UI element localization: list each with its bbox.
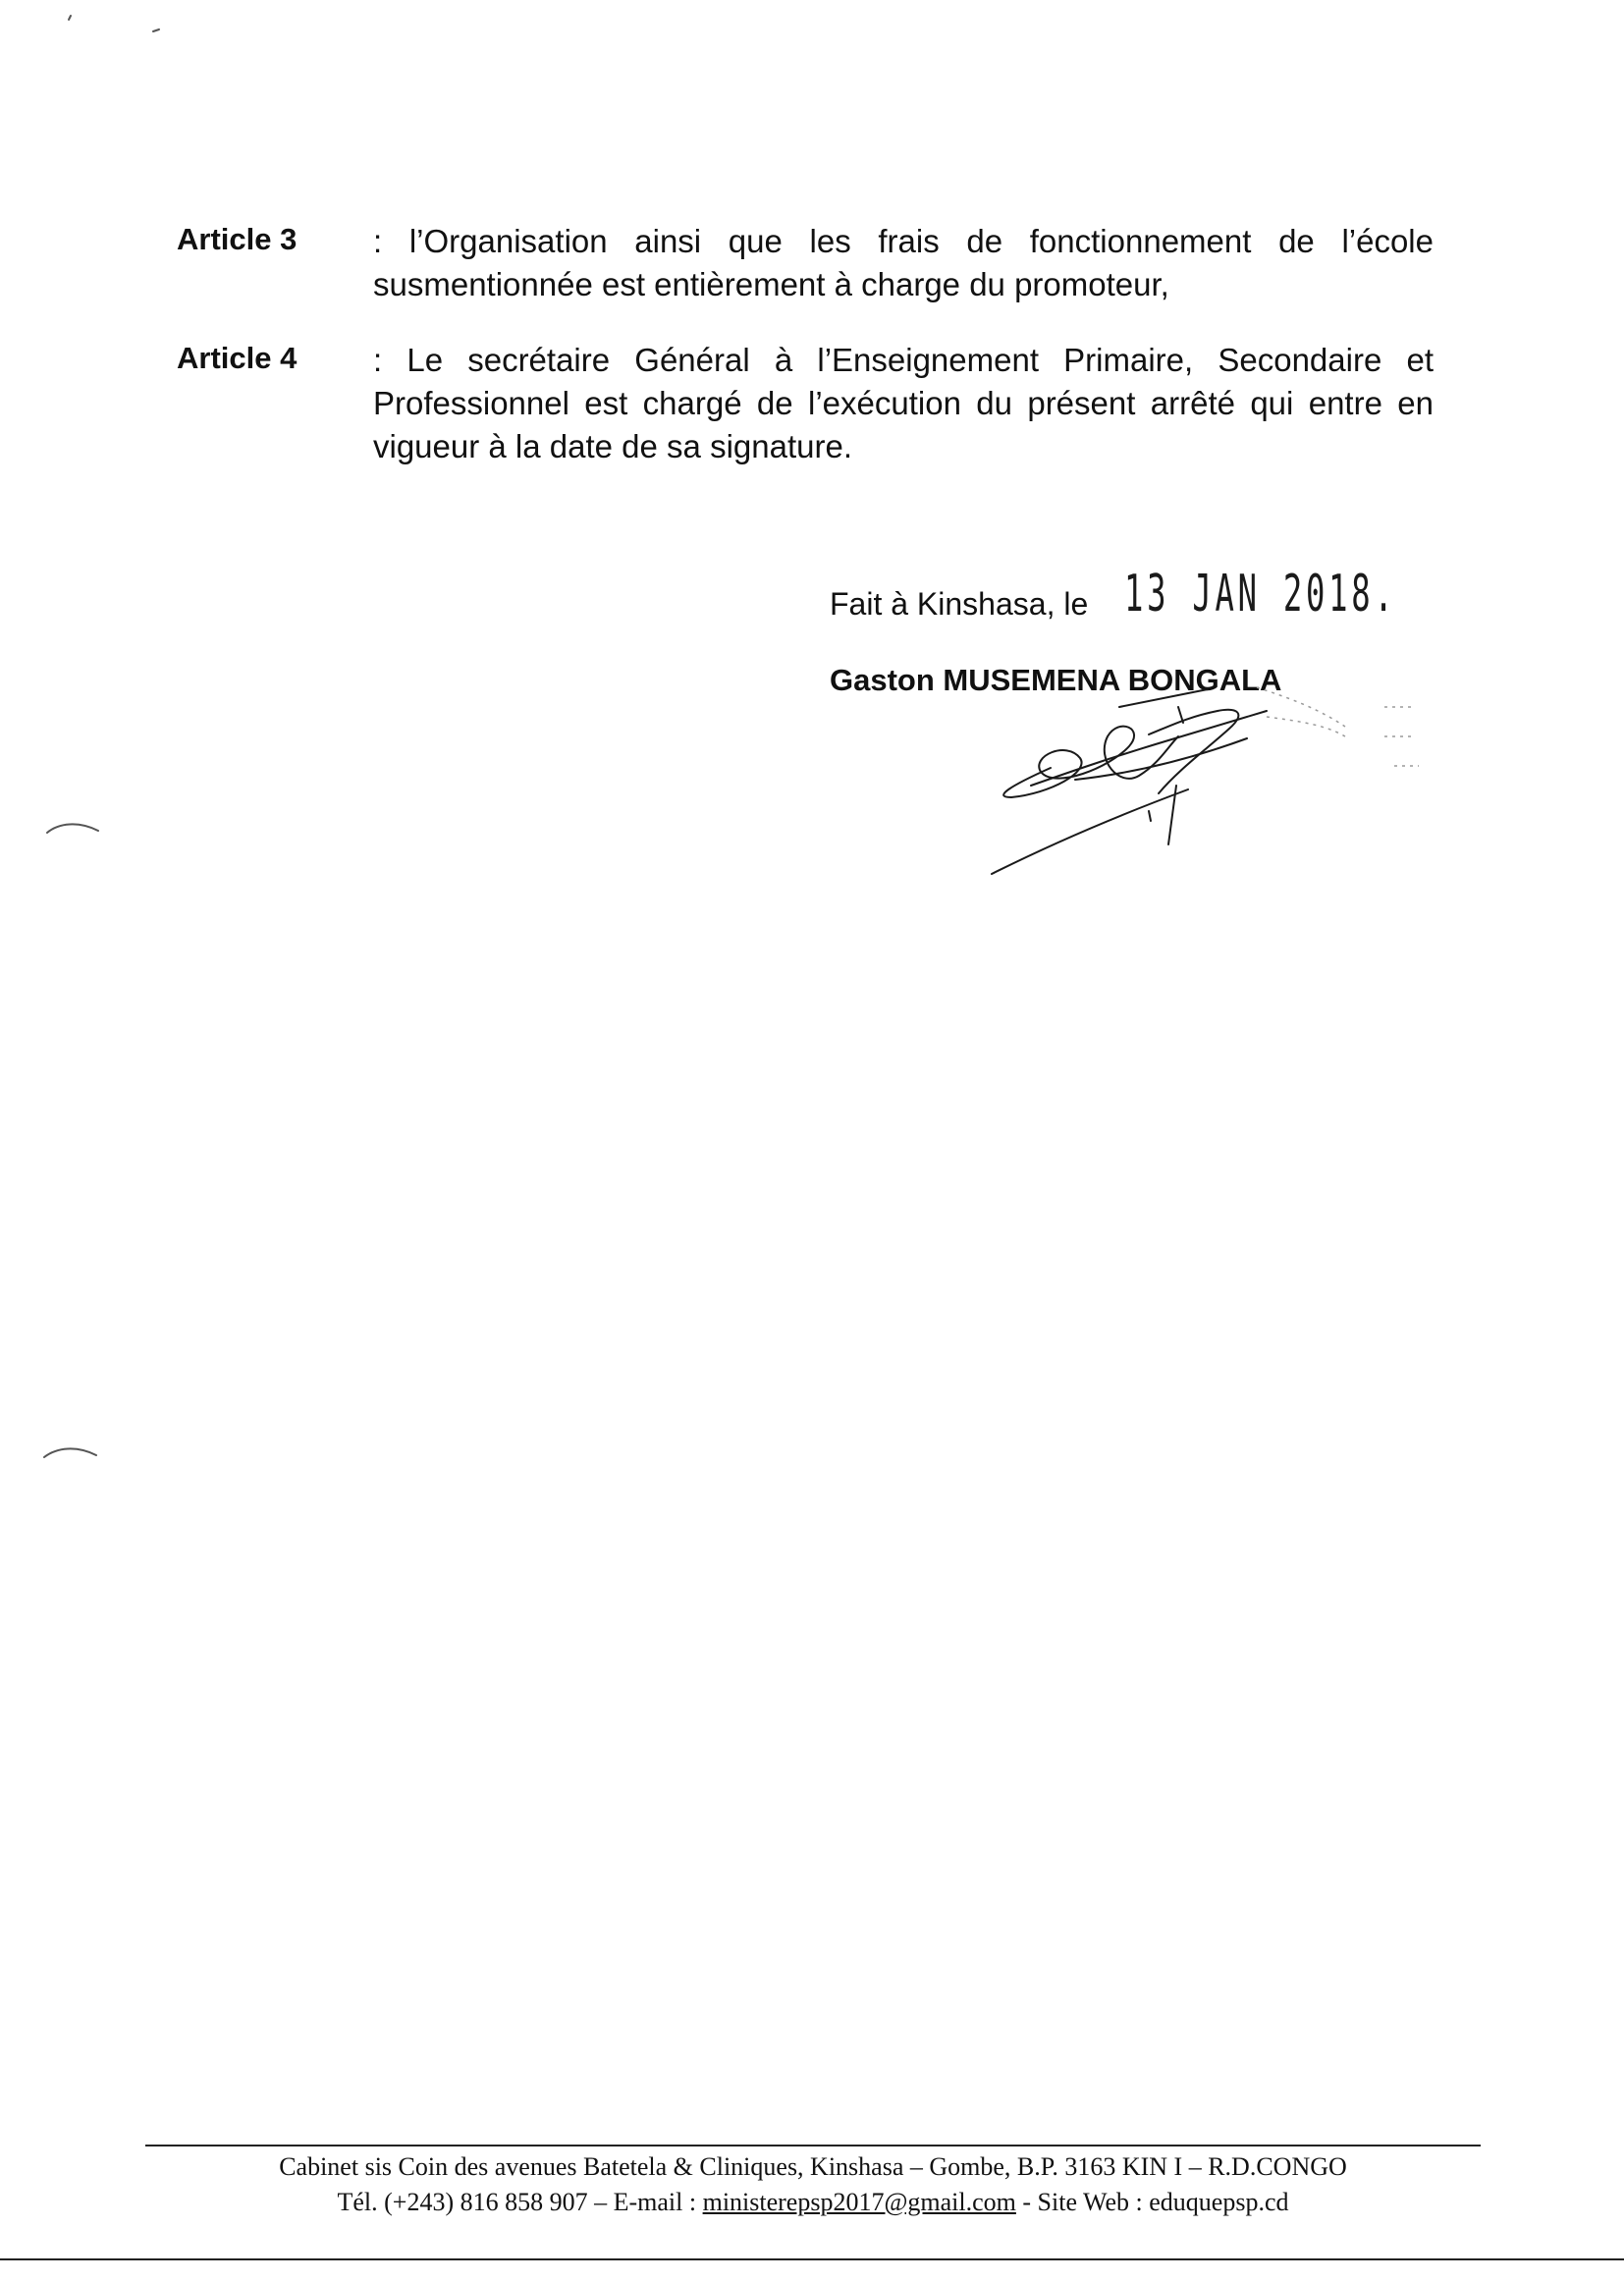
footer-tel: Tél. (+243) 816 858 907 – E-mail : bbox=[337, 2188, 703, 2216]
article-4-line-3: vigueur à la date de sa signature. bbox=[373, 428, 852, 464]
footer-email: ministerepsp2017@gmail.com bbox=[702, 2188, 1016, 2216]
article-3-line-1: : l’Organisation ainsi que les frais de fonctionnement de l’école bbox=[373, 223, 1434, 259]
article-3-text bbox=[373, 220, 1434, 306]
article-4-line-1: : Le secrétaire Général à l’Enseignement Primaire, Secondaire et bbox=[373, 342, 1434, 378]
article-4-text bbox=[373, 339, 1434, 468]
footer-site: - Site Web : eduquepsp.cd bbox=[1015, 2188, 1289, 2216]
article-4-line-2: Professionnel est chargé de l’exécution du présent arrêté qui entre en bbox=[373, 385, 1434, 421]
signature-place: Fait à Kinshasa, le bbox=[830, 586, 1089, 622]
signatory-name: Gaston MUSEMENA BONGALA bbox=[830, 663, 1282, 697]
article-3-label: Article 3 bbox=[177, 222, 298, 256]
footer-address: Cabinet sis Coin des avenues Batetela & Cliniques, Kinshasa – Gombe, B.P. 3163 KIN I – R.D.CONGO bbox=[279, 2152, 1347, 2181]
footer-bottom-rule bbox=[0, 2258, 1624, 2260]
article-4-label: Article 4 bbox=[177, 341, 298, 375]
handwritten-signature bbox=[972, 678, 1434, 894]
article-3-line-2: susmentionnée est entièrement à charge du promoteur, bbox=[373, 266, 1169, 302]
footer-contact bbox=[145, 2186, 1481, 2219]
footer-top-rule bbox=[145, 2145, 1481, 2146]
signature-date-stamp: 13 JAN 2018. bbox=[1124, 565, 1397, 624]
